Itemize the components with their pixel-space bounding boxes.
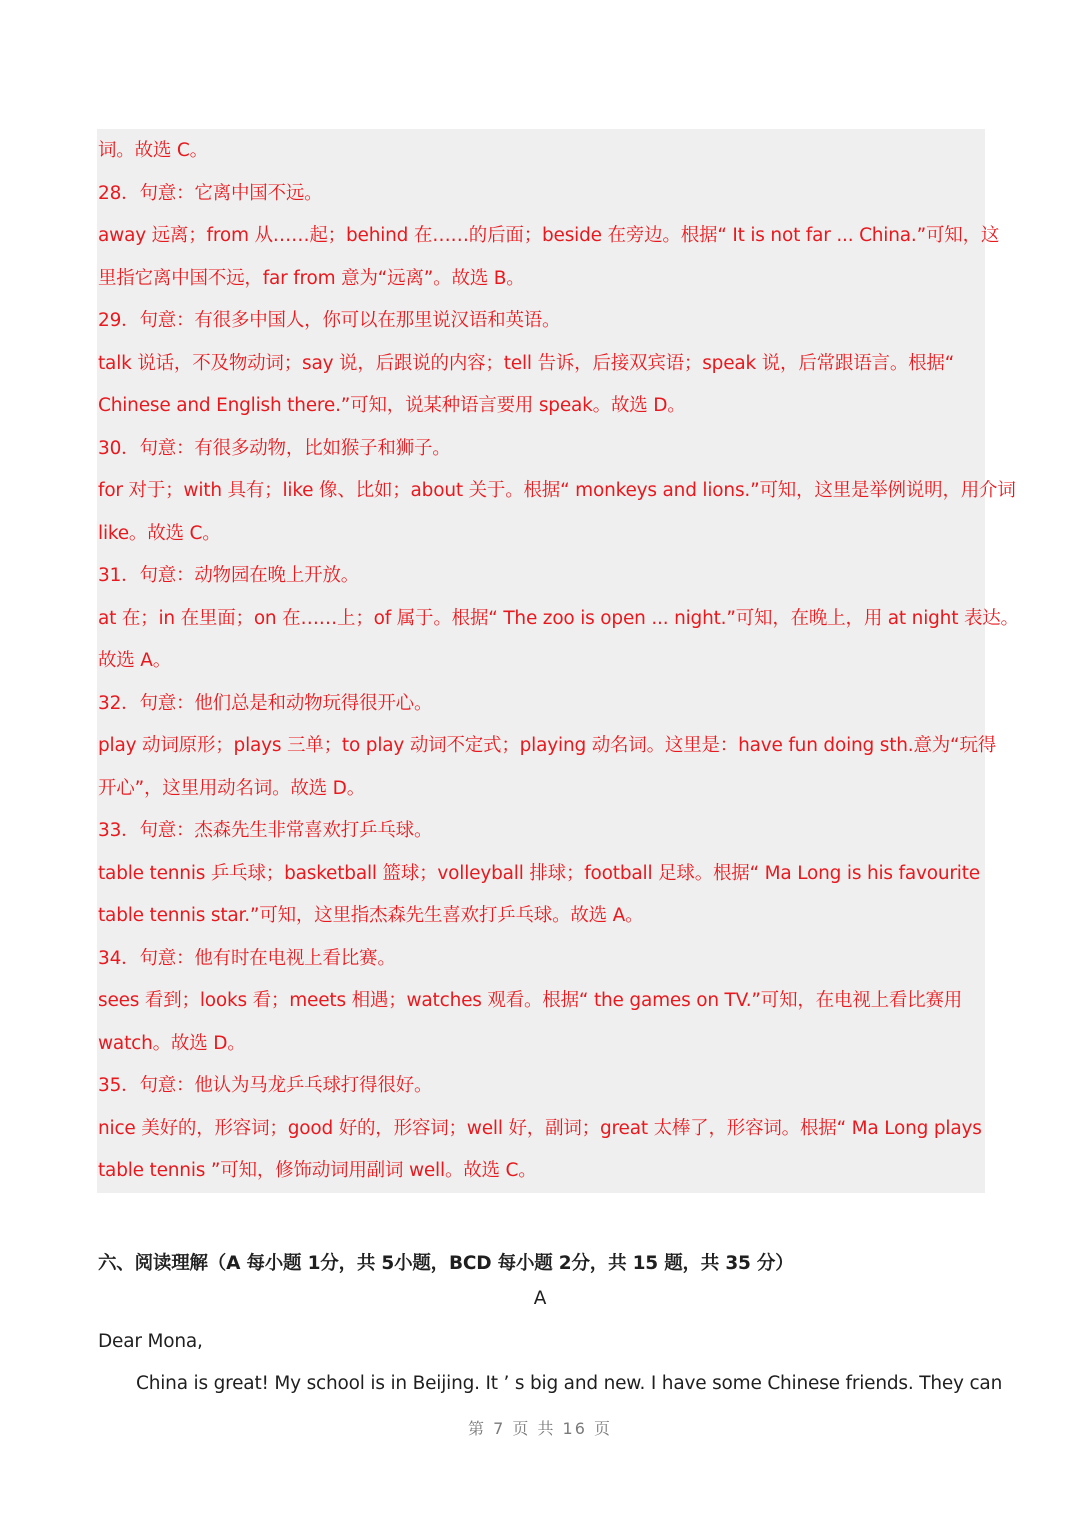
answer-line-19: table tennis star.”可知，这里指杰森先生喜欢打乒乓球。故选 A。: [98, 905, 644, 926]
letter-first-line: China is great! My school is in Beijing. It ’ s big and new. I have some Chinese friends. They can: [136, 1373, 1003, 1394]
answer-line-24: nice 美好的，形容词；good 好的，形容词；well 好，副词；great 太棒了，形容词。根据“ Ma Long plays: [98, 1118, 982, 1139]
answer-line-6: talk 说话，不及物动词；say 说，后跟说的内容；tell 告诉，后接双宾语；speak 说，后常跟语言。根据“: [98, 353, 955, 374]
answer-line-15: play 动词原形；plays 三单；to play 动词不定式；playing 动名词。这里是：have fun doing sth.意为“玩得: [98, 735, 997, 756]
answer-line-4: 里指它离中国不远，far from 意为“远离”。故选 B。: [98, 268, 525, 289]
answer-line-2: 28．句意：它离中国不远。: [98, 183, 323, 204]
part-label: A: [533, 1288, 547, 1309]
answer-line-25: table tennis ”可知，修饰动词用副词 well。故选 C。: [98, 1160, 537, 1181]
answer-line-13: 故选 A。: [98, 650, 172, 671]
answer-line-12: at 在；in 在里面；on 在……上；of 属于。根据“ The zoo is open ... night.”可知，在晚上，用 at night 表达。: [98, 608, 1019, 629]
answer-line-3: away 远离；from 从……起；behind 在……的后面；beside 在旁边。根据“ It is not far ... China.”可知，这: [98, 225, 1000, 246]
answer-line-23: 35．句意：他认为马龙乒乓球打得很好。: [98, 1075, 433, 1096]
answer-line-20: 34．句意：他有时在电视上看比赛。: [98, 948, 396, 969]
answer-line-10: like。故选 C。: [98, 523, 221, 544]
answer-line-8: 30．句意：有很多动物，比如猴子和狮子。: [98, 438, 451, 459]
letter-salutation: Dear Mona,: [98, 1331, 203, 1352]
answer-line-1: 词。故选 C。: [98, 140, 208, 161]
answer-line-7: Chinese and English there.”可知，说某种语言要用 speak。故选 D。: [98, 395, 686, 416]
page-number: 第 7 页 共 16 页: [468, 1419, 612, 1438]
answer-line-18: table tennis 乒乓球；basketball 篮球；volleyball 排球；football 足球。根据“ Ma Long is his favourite: [98, 863, 980, 884]
answer-line-14: 32．句意：他们总是和动物玩得很开心。: [98, 693, 433, 714]
answer-line-5: 29．句意：有很多中国人，你可以在那里说汉语和英语。: [98, 310, 561, 331]
answer-line-22: watch。故选 D。: [98, 1033, 246, 1054]
answer-line-16: 开心”，这里用动名词。故选 D。: [98, 778, 366, 799]
section-heading: 六、阅读理解（A 每小题 1分，共 5小题，BCD 每小题 2分，共 15 题，共 35 分）: [98, 1253, 794, 1274]
answer-line-9: for 对于；with 具有；like 像、比如；about 关于。根据“ monkeys and lions.”可知，这里是举例说明，用介词: [98, 480, 1016, 501]
answer-line-17: 33．句意：杰森先生非常喜欢打乒乓球。: [98, 820, 433, 841]
answer-line-11: 31．句意：动物园在晚上开放。: [98, 565, 360, 586]
answer-line-21: sees 看到；looks 看；meets 相遇；watches 观看。根据“ the games on TV.”可知，在电视上看比赛用: [98, 990, 963, 1011]
